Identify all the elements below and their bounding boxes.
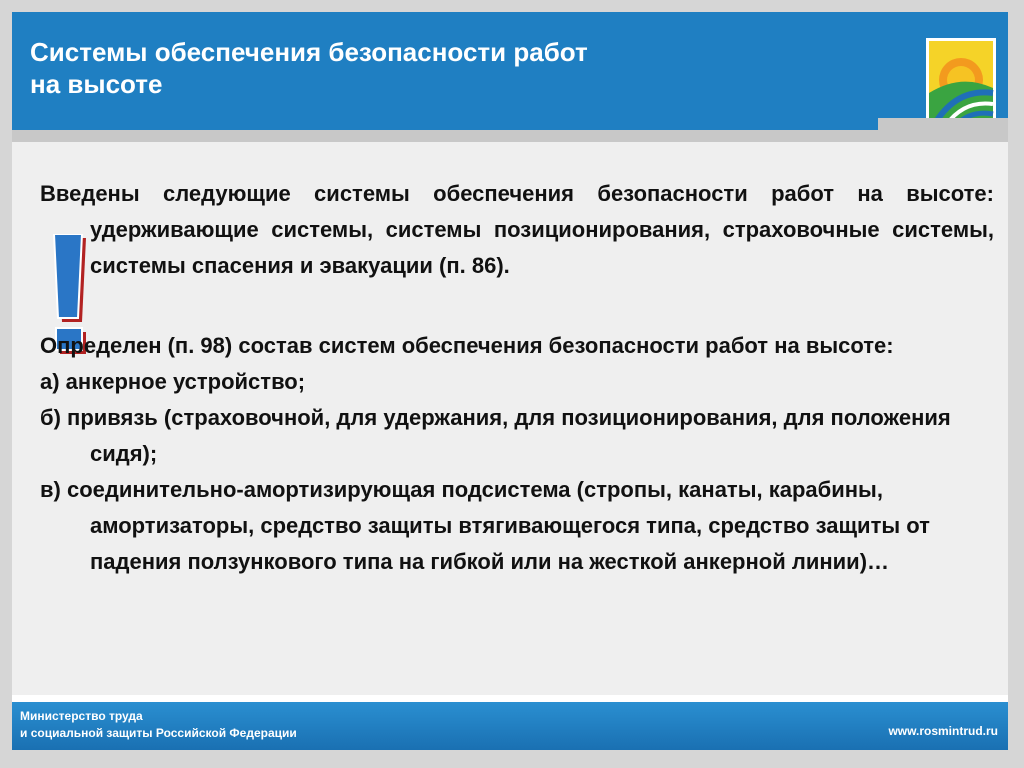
- ministry-line-2: и социальной защиты Российской Федерации: [20, 726, 297, 740]
- list-item-harness: б) привязь (страховочной, для удержания, для позиционирования, для положения сидя);: [40, 405, 951, 466]
- title-line-2: на высоте: [30, 69, 163, 99]
- ministry-logo-icon: [926, 38, 996, 128]
- paragraph-systems-composition: [40, 328, 994, 580]
- ministry-line-1: Министерство труда: [20, 709, 143, 723]
- list-item-anchor: а) анкерное устройство;: [40, 369, 306, 394]
- header-bar: [12, 12, 1008, 130]
- page-title: [30, 36, 870, 100]
- footer-stripe: [12, 695, 1008, 702]
- header-divider: [12, 130, 1008, 142]
- website-link[interactable]: www.rosmintrud.ru: [888, 724, 998, 738]
- paragraph-systems-introduced: Введены следующие системы обеспечения безопасности работ на высоте: удерживающие системы, системы позиционирования, страховочные системы, системы спасения и эвакуации (п. 86).: [40, 181, 994, 278]
- content-area: [40, 176, 994, 580]
- composition-intro: Определен (п. 98) состав систем обеспечения безопасности работ на высоте:: [40, 333, 894, 358]
- ministry-name: [20, 708, 297, 742]
- slide: [12, 12, 1008, 750]
- title-line-1: Системы обеспечения безопасности работ: [30, 37, 588, 67]
- header-notch: [878, 118, 1008, 130]
- footer-bar: [12, 702, 1008, 750]
- list-item-connecting-subsystem: в) соединительно-амортизирующая подсистема (стропы, канаты, карабины, амортизаторы, средство защиты втягивающегося типа, средство защиты от падения ползункового типа на гибкой или на жесткой анкерной линии)…: [40, 477, 930, 574]
